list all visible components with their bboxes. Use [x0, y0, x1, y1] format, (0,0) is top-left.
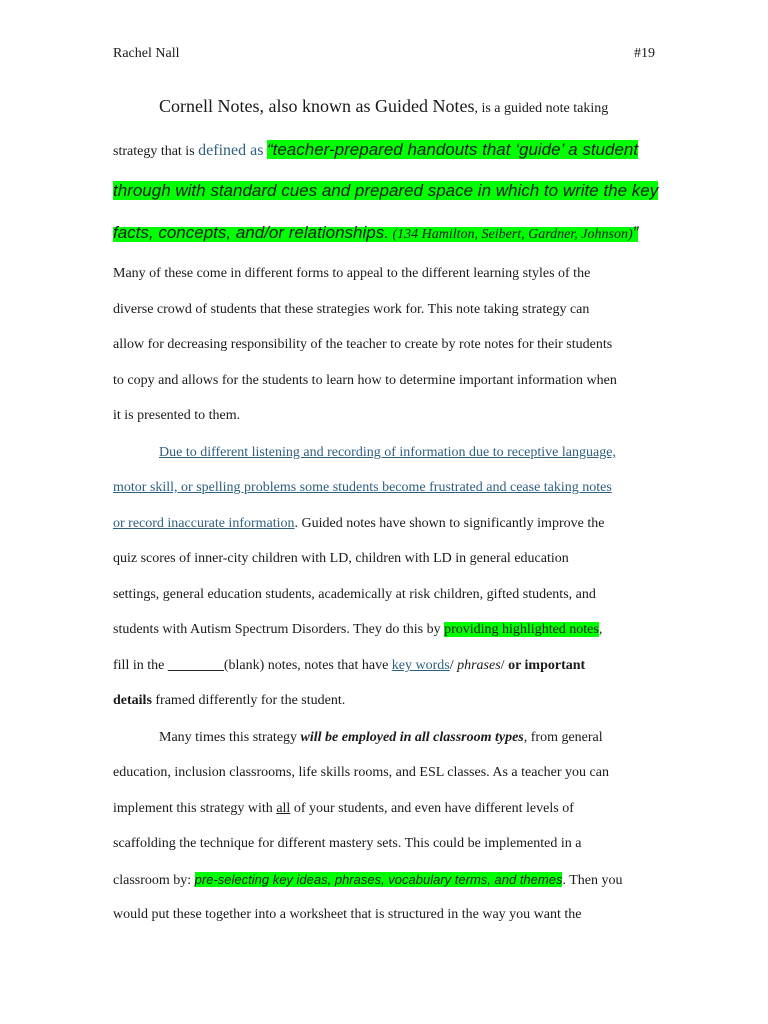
paragraph-2-line-1 — [159, 445, 616, 461]
body-line: diverse crowd of students that these strategies work for. This note taking strategy can — [113, 302, 590, 317]
body-line: would put these together into a worksheet that is structured in the way you want the — [113, 907, 582, 922]
key-words-link[interactable]: key words — [391, 658, 450, 673]
receptive-language-link-3[interactable]: or record inaccurate information — [113, 516, 295, 531]
body-line: scaffolding the technique for different mastery sets. This could be implemented in a — [113, 836, 582, 851]
highlighted-preselecting-text: pre-selecting key ideas, phrases, vocabulary terms, and themes — [194, 872, 563, 887]
header-page-number: #19 — [634, 46, 655, 61]
quote-line-2: through with standard cues and prepared space in which to write the key — [113, 181, 659, 200]
body-line: education, inclusion classrooms, life skills rooms, and ESL classes. As a teacher you can — [113, 765, 609, 780]
paragraph-2-line-2 — [113, 480, 612, 496]
document-title: Cornell Notes, also known as Guided Notes — [159, 96, 475, 116]
blank-underscore: ________ — [167, 658, 224, 673]
body-line: quiz scores of inner-city children with LD, children with LD in general education — [113, 551, 569, 566]
receptive-language-link-2[interactable]: motor skill, or spelling problems some students become frustrated and cease taking notes — [113, 480, 612, 495]
receptive-language-link-1[interactable]: Due to different listening and recording of information due to receptive language, — [159, 445, 616, 460]
paragraph-3-line-1: Many times this strategy will be employed in all classroom types, from general — [159, 730, 603, 745]
defined-as-link[interactable]: defined as — [198, 142, 264, 159]
paragraph-2-line-7: fill in the ________(blank) notes, notes that have key words/ phrases/ or important — [113, 658, 586, 673]
paragraph-1-line-3 — [113, 181, 658, 201]
quote-line-3: facts, concepts, and/or relationships. — [113, 223, 389, 242]
title-continuation: , is a guided note taking — [474, 101, 609, 116]
body-line: settings, general education students, academically at risk children, gifted students, and — [113, 587, 596, 602]
paragraph-1-line-4 — [113, 223, 638, 243]
header-author: Rachel Nall — [113, 46, 180, 61]
body-line: Many of these come in different forms to appeal to the different learning styles of the — [113, 266, 591, 281]
quote-line-1: “teacher-prepared handouts that ‘guide’ a student — [266, 140, 639, 159]
citation: (134 Hamilton, Seibert, Gardner, Johnson) — [392, 227, 633, 242]
body-line: allow for decreasing responsibility of the teacher to create by rote notes for their students — [113, 337, 613, 352]
paragraph-2-line-6: students with Autism Spectrum Disorders. They do this by providing highlighted notes, — [113, 622, 603, 637]
body-line: to copy and allows for the students to learn how to determine important information when — [113, 373, 617, 388]
highlighted-notes-text: providing highlighted notes — [444, 622, 599, 637]
paragraph-3-line-5: classroom by: pre-selecting key ideas, phrases, vocabulary terms, and themes. Then you — [113, 872, 623, 888]
strategy-text: strategy that is — [113, 144, 199, 159]
paragraph-1-line-2 — [113, 140, 638, 160]
paragraph-1-line-1 — [159, 96, 608, 117]
paragraph-3-line-3: implement this strategy with all of your students, and even have different levels of — [113, 801, 574, 816]
body-line: it is presented to them. — [113, 408, 241, 423]
paragraph-2-line-8: details framed differently for the student. — [113, 693, 346, 708]
paragraph-2-line-3: or record inaccurate information. Guided notes have shown to significantly improve the — [113, 516, 605, 531]
quote-close: ” — [632, 223, 639, 242]
